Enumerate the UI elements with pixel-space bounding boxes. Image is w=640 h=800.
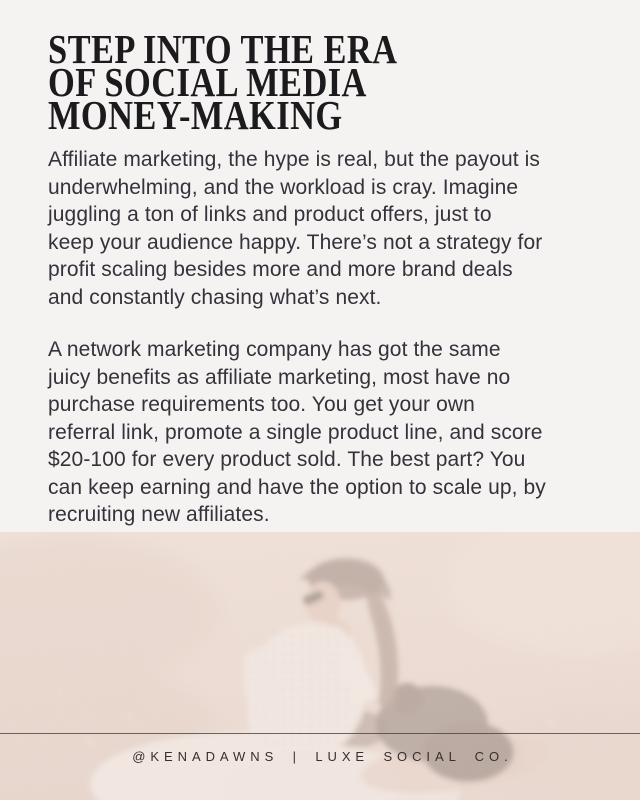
footer-handle: @KENADAWNS | LUXE SOCIAL CO. — [132, 749, 513, 764]
body-line: profit scaling besides more and more brand deals — [48, 258, 513, 281]
body-line: keep your audience happy. There’s not a strategy for — [48, 230, 543, 254]
headline — [48, 26, 398, 138]
body-line: A network marketing company has got the same — [48, 338, 501, 361]
body-line: juggling a ton of links and product offers, just to — [48, 203, 492, 226]
body-line: Affiliate marketing, the hype is real, but the payout is — [48, 148, 540, 171]
body-line: and constantly chasing what’s next. — [48, 285, 382, 309]
headline-line: STEP INTO THE ERA — [48, 26, 398, 72]
body-line: $20-100 for every product sold. The best part? You — [48, 448, 526, 471]
body-line: juicy benefits as affiliate marketing, most have no — [48, 365, 511, 389]
body-line: referral link, promote a single product line, and score — [48, 420, 543, 444]
body-line: purchase requirements too. You get your own — [48, 393, 475, 416]
headline-line: OF SOCIAL MEDIA — [48, 59, 367, 105]
headline-line: MONEY-MAKING — [48, 92, 343, 138]
body-copy — [48, 146, 614, 554]
body-line: can keep earning and have the option to scale up, by — [48, 475, 546, 499]
body-line: recruiting new affiliates. — [48, 503, 270, 526]
paragraph-affiliate-marketing — [48, 146, 614, 311]
body-line: underwhelming, and the workload is cray. Imagine — [48, 175, 519, 199]
paragraph-network-marketing — [48, 336, 614, 529]
divider-line — [0, 733, 640, 734]
